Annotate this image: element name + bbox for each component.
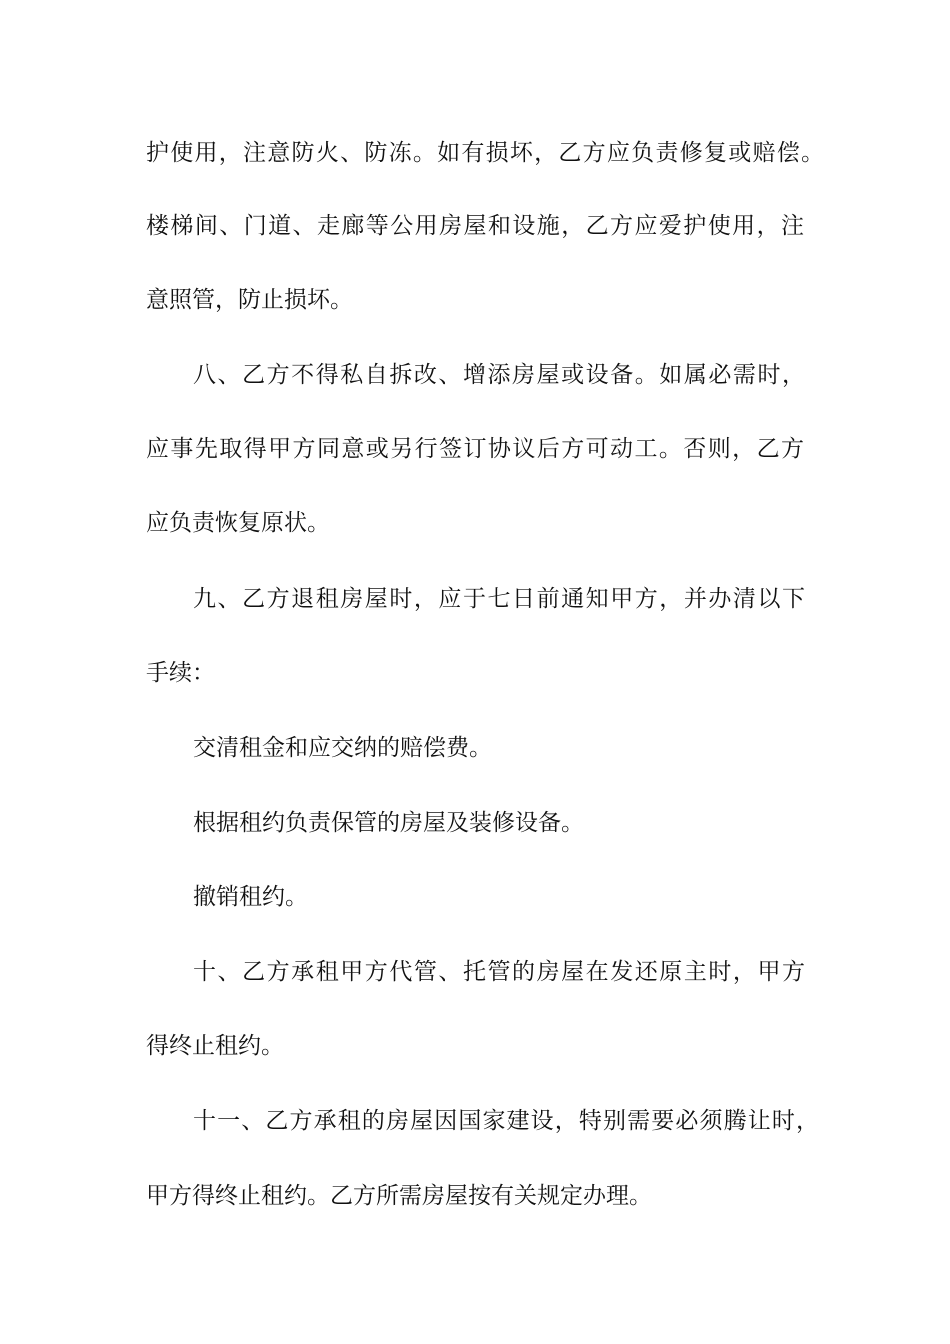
text-line-2: 楼梯间、门道、走廊等公用房屋和设施，乙方应爱护使用，注 (146, 213, 804, 239)
text-line-8: 手续： (146, 660, 215, 686)
text-line-11: 撤销租约。 (193, 884, 308, 910)
text-line-15: 甲方得终止租约。乙方所需房屋按有关规定办理。 (146, 1183, 652, 1209)
text-line-1: 护使用，注意防火、防冻。如有损坏，乙方应负责修复或赔偿。 (146, 140, 824, 166)
text-line-12: 十、乙方承租甲方代管、托管的房屋在发还原主时，甲方 (193, 959, 805, 985)
text-line-4: 八、乙方不得私自拆改、增添房屋或设备。如属必需时， (193, 362, 805, 388)
text-line-14: 十一、乙方承租的房屋因国家建设，特别需要必须腾让时， (193, 1108, 819, 1134)
text-line-6: 应负责恢复原状。 (146, 510, 330, 536)
text-line-9: 交清租金和应交纳的赔偿费。 (193, 735, 492, 761)
text-line-5: 应事先取得甲方同意或另行签订协议后方可动工。否则，乙方 (146, 436, 804, 462)
text-line-3: 意照管，防止损坏。 (146, 287, 353, 313)
text-line-7: 九、乙方退租房屋时，应于七日前通知甲方，并办清以下 (193, 586, 805, 612)
text-line-13: 得终止租约。 (146, 1033, 284, 1059)
text-line-10: 根据租约负责保管的房屋及装修设备。 (193, 810, 584, 836)
